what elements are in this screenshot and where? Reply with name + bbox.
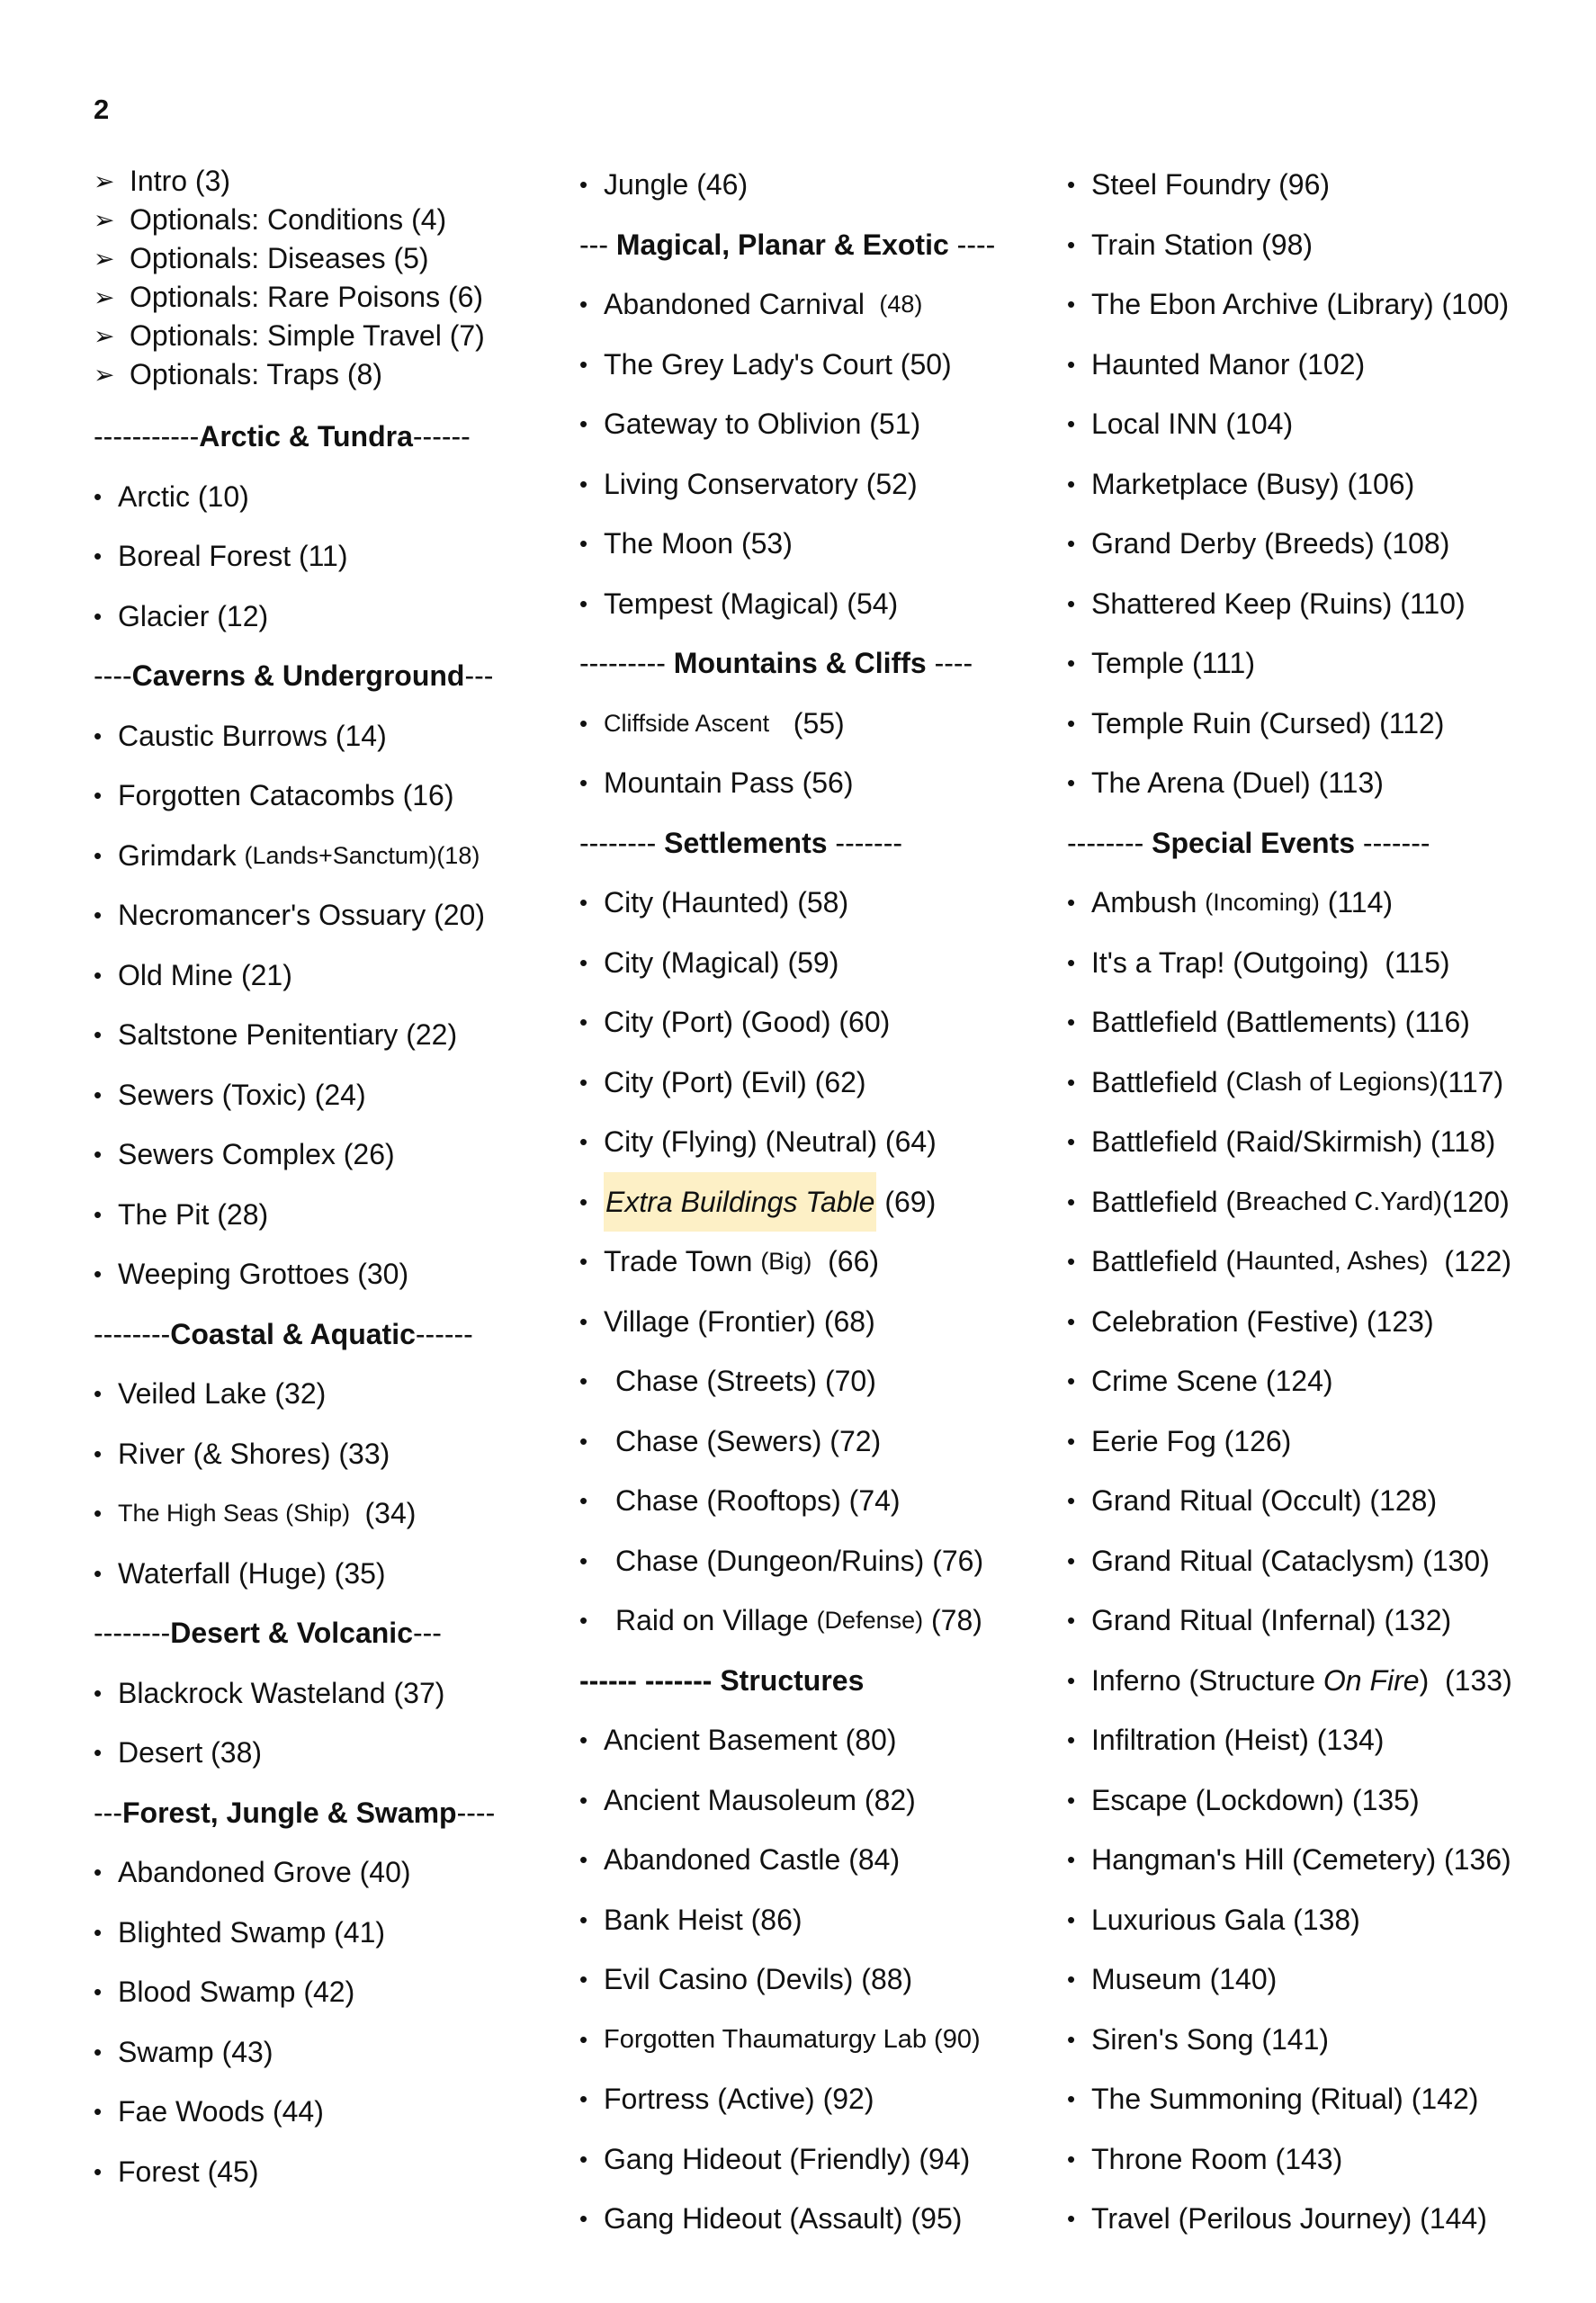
toc-entry[interactable]: • Bank Heist (86) [579, 1890, 1047, 1950]
toc-entry[interactable]: • Cliffside Ascent (55) [579, 694, 1047, 754]
bullet-icon: • [1067, 230, 1076, 258]
bullet-icon: • [579, 171, 588, 198]
bullet-icon: • [579, 291, 588, 318]
toc-entry[interactable]: • Celebration (Festive) (123) [1067, 1292, 1580, 1352]
bullet-icon: • [94, 1978, 103, 2005]
section-heading-mountains: --------- Mountains & Cliffs ---- [579, 647, 973, 679]
toc-entry[interactable]: • Village (Frontier) (68) [579, 1292, 1047, 1352]
toc-entry[interactable]: • It's a Trap! (Outgoing) (115) [1067, 933, 1580, 993]
arrow-bullet-icon: ➢ [94, 206, 115, 234]
toc-entry[interactable]: • Local INN (104) [1067, 394, 1580, 454]
toc-entry[interactable]: • River (& Shores) (33) [94, 1424, 543, 1484]
toc-entry[interactable]: • City (Haunted) (58) [579, 873, 1047, 933]
bullet-icon: • [579, 530, 588, 557]
toc-entry[interactable]: • Train Station (98) [1067, 215, 1580, 275]
bullet-icon: • [1067, 1846, 1076, 1873]
toc-entry[interactable]: • Throne Room (143) [1067, 2129, 1580, 2190]
toc-entry[interactable]: • Living Conservatory (52) [579, 454, 1047, 515]
bullet-icon: • [1067, 2205, 1076, 2232]
bullet-icon: • [579, 589, 588, 617]
toc-column-3 [1067, 162, 1580, 2249]
toc-entry[interactable]: • Ambush (Incoming) (114) [1067, 873, 1580, 933]
bullet-icon: • [1067, 1307, 1076, 1335]
bullet-icon: • [579, 1248, 588, 1275]
toc-entry[interactable]: • Shattered Keep (Ruins) (110) [1067, 574, 1580, 634]
toc-entry[interactable]: • Grimdark (Lands+Sanctum)(18) [94, 826, 543, 886]
toc-entry[interactable]: • Battlefield ( Breached C.Yard) (120) [1067, 1172, 1580, 1232]
bullet-icon: • [94, 1559, 103, 1587]
toc-entry[interactable]: ➢ Optionals: Conditions (4) [94, 201, 543, 239]
toc-entry[interactable]: • Battlefield (Battlements) (116) [1067, 992, 1580, 1053]
toc-entry[interactable]: • The Ebon Archive (Library) (100) [1067, 274, 1580, 335]
toc-entry[interactable]: • The Summoning (Ritual) (142) [1067, 2069, 1580, 2129]
bullet-icon: • [579, 1187, 588, 1215]
bullet-icon: • [1067, 2085, 1076, 2112]
bullet-icon: • [94, 961, 103, 989]
bullet-icon: • [579, 1068, 588, 1096]
toc-entry[interactable]: • The Moon (53) [579, 514, 1047, 574]
bullet-icon: • [579, 2145, 588, 2173]
bullet-icon: • [94, 1200, 103, 1228]
bullet-icon: • [1067, 171, 1076, 198]
toc-entry[interactable]: • Glacier (12) [94, 587, 543, 647]
toc-entry[interactable]: • Veiled Lake (32) [94, 1364, 543, 1424]
toc-entry[interactable]: ➢ Intro (3) [94, 162, 543, 201]
bullet-icon: • [579, 2205, 588, 2232]
bullet-icon: • [1067, 1966, 1076, 1993]
toc-entry[interactable]: • Blackrock Wasteland (37) [94, 1663, 543, 1724]
bullet-icon: • [1067, 1607, 1076, 1634]
bullet-icon: • [1067, 410, 1076, 437]
bullet-icon: • [94, 1141, 103, 1168]
bullet-icon: • [1067, 1786, 1076, 1814]
bullet-icon: • [1067, 1726, 1076, 1753]
bullet-icon: • [94, 542, 103, 569]
bullet-icon: • [1067, 589, 1076, 617]
bullet-icon: • [579, 709, 588, 737]
toc-entry[interactable]: • Abandoned Castle (84) [579, 1830, 1047, 1890]
toc-entry[interactable]: • Forgotten Catacombs (16) [94, 766, 543, 826]
toc-entry[interactable]: • Arctic (10) [94, 467, 543, 527]
bullet-icon: • [579, 410, 588, 437]
bullet-icon: • [579, 1487, 588, 1514]
toc-entry[interactable]: • City (Port) (Good) (60) [579, 992, 1047, 1053]
toc-entry[interactable]: • Grand Ritual (Occult) (128) [1067, 1471, 1580, 1531]
highlighted-link[interactable]: Extra Buildings Table [604, 1172, 876, 1232]
bullet-icon: • [579, 889, 588, 916]
bullet-icon: • [94, 1918, 103, 1946]
bullet-icon: • [94, 721, 103, 749]
toc-entry[interactable]: • The Pit (28) [94, 1185, 543, 1245]
arrow-bullet-icon: ➢ [94, 245, 115, 273]
intro-list [94, 162, 543, 394]
toc-entry[interactable]: • Grand Ritual (Infernal) (132) [1067, 1591, 1580, 1651]
bullet-icon: • [94, 841, 103, 869]
bullet-icon: • [94, 1679, 103, 1707]
toc-entry[interactable]: • Battlefield ( Haunted, Ashes) (122) [1067, 1232, 1580, 1292]
bullet-icon: • [1067, 2145, 1076, 2173]
toc-entry[interactable]: • Infiltration (Heist) (134) [1067, 1710, 1580, 1770]
bullet-icon: • [94, 1380, 103, 1407]
bullet-icon: • [579, 2085, 588, 2112]
toc-entry[interactable]: • Saltstone Penitentiary (22) [94, 1005, 543, 1065]
bullet-icon: • [579, 2025, 588, 2053]
toc-entry[interactable]: • Gang Hideout (Friendly) (94) [579, 2129, 1047, 2190]
bullet-icon: • [579, 1546, 588, 1574]
toc-entry-extra-buildings[interactable]: • Extra Buildings Table (69) [579, 1172, 1047, 1232]
toc-entry[interactable]: • Fortress (Active) (92) [579, 2069, 1047, 2129]
toc-entry[interactable]: • Gang Hideout (Assault) (95) [579, 2189, 1047, 2249]
toc-entry[interactable]: • Fae Woods (44) [94, 2082, 543, 2142]
toc-entry[interactable]: • Abandoned Carnival (48) [579, 274, 1047, 335]
bullet-icon: • [94, 2157, 103, 2185]
toc-entry[interactable]: • Sewers (Toxic) (24) [94, 1065, 543, 1125]
toc-entry[interactable]: • Tempest (Magical) (54) [579, 574, 1047, 634]
toc-entry[interactable]: • Abandoned Grove (40) [94, 1842, 543, 1903]
toc-entry[interactable]: • Forgotten Thaumaturgy Lab (90) [579, 2010, 1047, 2070]
bullet-icon: • [1067, 948, 1076, 976]
toc-entry[interactable]: • City (Flying) (Neutral) (64) [579, 1112, 1047, 1172]
toc-entry[interactable]: • Ancient Basement (80) [579, 1710, 1047, 1770]
bullet-icon: • [579, 769, 588, 796]
toc-entry[interactable]: • Boreal Forest (11) [94, 526, 543, 587]
arrow-bullet-icon: ➢ [94, 283, 115, 311]
bullet-icon: • [1067, 470, 1076, 497]
toc-entry[interactable]: • Museum (140) [1067, 1949, 1580, 2010]
bullet-icon: • [94, 901, 103, 928]
toc-entry[interactable]: • Chase (Streets) (70) [579, 1351, 1047, 1411]
section-heading-structures: ------ ------- Structures [579, 1663, 865, 1697]
toc-entry[interactable]: • Grand Derby (Breeds) (108) [1067, 514, 1580, 574]
toc-entry[interactable]: • Blighted Swamp (41) [94, 1903, 543, 1963]
bullet-icon: • [1067, 1666, 1076, 1694]
toc-entry[interactable]: • Siren's Song (141) [1067, 2010, 1580, 2070]
bullet-icon: • [1067, 530, 1076, 557]
toc-entry[interactable]: • Marketplace (Busy) (106) [1067, 454, 1580, 515]
toc-entry[interactable]: • Escape (Lockdown) (135) [1067, 1770, 1580, 1831]
bullet-icon: • [94, 1021, 103, 1048]
section-heading-arctic: ----------- Arctic & Tundra ------ [94, 420, 471, 453]
toc-entry[interactable]: • Weeping Grottoes (30) [94, 1244, 543, 1304]
toc-entry[interactable]: • Battlefield (Raid/Skirmish) (118) [1067, 1112, 1580, 1172]
toc-entry[interactable]: • City (Magical) (59) [579, 933, 1047, 993]
toc-entry[interactable]: • Mountain Pass (56) [579, 753, 1047, 813]
bullet-icon: • [1067, 1248, 1076, 1275]
bullet-icon: • [579, 1367, 588, 1394]
page-number: 2 [94, 94, 110, 125]
section-heading-special-events: -------- Special Events ------- [1067, 826, 1430, 859]
toc-entry[interactable]: • Blood Swamp (42) [94, 1962, 543, 2022]
section-heading-forest: --- Forest, Jungle & Swamp ---- [94, 1796, 496, 1829]
arrow-bullet-icon: ➢ [94, 322, 115, 350]
toc-entry[interactable]: ➢ Optionals: Traps (8) [94, 355, 543, 394]
section-heading-magical: --- Magical, Planar & Exotic ---- [579, 228, 996, 261]
toc-entry[interactable]: • Battlefield ( Clash of Legions) (117) [1067, 1053, 1580, 1113]
toc-column-1 [94, 162, 543, 2201]
bullet-icon: • [579, 1966, 588, 1993]
toc-entry[interactable]: • Waterfall (Huge) (35) [94, 1544, 543, 1604]
toc-entry[interactable]: • Temple Ruin (Cursed) (112) [1067, 694, 1580, 754]
bullet-icon: • [94, 1500, 103, 1527]
toc-entry[interactable]: • Chase (Sewers) (72) [579, 1411, 1047, 1472]
bullet-icon: • [579, 1307, 588, 1335]
bullet-icon: • [579, 1726, 588, 1753]
bullet-icon: • [1067, 1427, 1076, 1455]
bullet-icon: • [579, 948, 588, 976]
toc-entry[interactable]: ➢ Optionals: Simple Travel (7) [94, 317, 543, 355]
bullet-icon: • [579, 1427, 588, 1455]
toc-entry[interactable]: • The Grey Lady's Court (50) [579, 335, 1047, 395]
arrow-bullet-icon: ➢ [94, 167, 115, 195]
toc-entry[interactable]: • Hangman's Hill (Cemetery) (136) [1067, 1830, 1580, 1890]
bullet-icon: • [579, 1128, 588, 1155]
toc-entry[interactable]: • Luxurious Gala (138) [1067, 1890, 1580, 1950]
bullet-icon: • [1067, 1128, 1076, 1155]
bullet-icon: • [1067, 350, 1076, 378]
bullet-icon: • [1067, 709, 1076, 737]
toc-entry[interactable]: ➢ Optionals: Diseases (5) [94, 239, 543, 278]
toc-entry[interactable]: • Chase (Dungeon/Ruins) (76) [579, 1531, 1047, 1591]
toc-entry[interactable]: • Grand Ritual (Cataclysm) (130) [1067, 1531, 1580, 1591]
toc-entry[interactable]: • Crime Scene (124) [1067, 1351, 1580, 1411]
toc-entry[interactable]: • Jungle (46) [579, 155, 1047, 215]
bullet-icon: • [579, 470, 588, 497]
toc-entry[interactable]: • Inferno (Structure On Fire ) (133) [1067, 1651, 1580, 1711]
bullet-icon: • [94, 2038, 103, 2066]
toc-entry[interactable]: • Chase (Rooftops) (74) [579, 1471, 1047, 1531]
bullet-icon: • [1067, 769, 1076, 796]
bullet-icon: • [1067, 889, 1076, 916]
toc-entry[interactable]: • Caustic Burrows (14) [94, 706, 543, 766]
bullet-icon: • [94, 1260, 103, 1287]
toc-entry[interactable]: • Raid on Village (Defense) (78) [579, 1591, 1047, 1651]
toc-entry[interactable]: • Sewers Complex (26) [94, 1125, 543, 1185]
bullet-icon: • [94, 1859, 103, 1886]
bullet-icon: • [1067, 2025, 1076, 2053]
bullet-icon: • [579, 1905, 588, 1933]
bullet-icon: • [94, 1739, 103, 1766]
bullet-icon: • [1067, 291, 1076, 318]
section-heading-coastal: -------- Coastal & Aquatic ------ [94, 1317, 473, 1350]
toc-entry[interactable]: • Ancient Mausoleum (82) [579, 1770, 1047, 1831]
toc-entry[interactable]: • Trade Town (Big) (66) [579, 1232, 1047, 1292]
bullet-icon: • [94, 1439, 103, 1467]
section-heading-settlements: -------- Settlements ------- [579, 826, 903, 859]
toc-entry[interactable]: • Gateway to Oblivion (51) [579, 394, 1047, 454]
toc-entry[interactable]: • Necromancer's Ossuary (20) [94, 885, 543, 945]
toc-entry[interactable]: • Swamp (43) [94, 2022, 543, 2083]
bullet-icon: • [579, 1786, 588, 1814]
toc-entry[interactable]: • Evil Casino (Devils) (88) [579, 1949, 1047, 2010]
toc-entry[interactable]: • Forest (45) [94, 2142, 543, 2202]
bullet-icon: • [579, 350, 588, 378]
bullet-icon: • [1067, 650, 1076, 677]
bullet-icon: • [579, 1607, 588, 1634]
bullet-icon: • [1067, 1008, 1076, 1035]
bullet-icon: • [1067, 1487, 1076, 1514]
toc-entry[interactable]: • City (Port) (Evil) (62) [579, 1053, 1047, 1113]
bullet-icon: • [94, 602, 103, 630]
arrow-bullet-icon: ➢ [94, 361, 115, 389]
toc-entry[interactable]: • The High Seas (Ship) (34) [94, 1483, 543, 1544]
toc-entry[interactable]: • Temple (111) [1067, 633, 1580, 694]
toc-column-2 [579, 162, 1047, 2249]
section-heading-caverns: ---- Caverns & Underground --- [94, 659, 494, 692]
bullet-icon: • [1067, 1546, 1076, 1574]
toc-entry[interactable]: • Steel Foundry (96) [1067, 155, 1580, 215]
bullet-icon: • [1067, 1905, 1076, 1933]
bullet-icon: • [1067, 1367, 1076, 1394]
toc-entry[interactable]: • Eerie Fog (126) [1067, 1411, 1580, 1472]
toc-entry[interactable]: ➢ Optionals: Rare Poisons (6) [94, 278, 543, 317]
toc-entry[interactable]: • The Arena (Duel) (113) [1067, 753, 1580, 813]
bullet-icon: • [94, 2098, 103, 2125]
bullet-icon: • [579, 1008, 588, 1035]
bullet-icon: • [1067, 1068, 1076, 1096]
bullet-icon: • [94, 1080, 103, 1108]
bullet-icon: • [94, 782, 103, 809]
section-heading-desert: -------- Desert & Volcanic --- [94, 1617, 442, 1649]
toc-entry[interactable]: • Haunted Manor (102) [1067, 335, 1580, 395]
toc-entry[interactable]: • Old Mine (21) [94, 945, 543, 1006]
toc-entry[interactable]: • Desert (38) [94, 1723, 543, 1783]
bullet-icon: • [1067, 1187, 1076, 1215]
bullet-icon: • [579, 1846, 588, 1873]
toc-entry[interactable]: • Travel (Perilous Journey) (144) [1067, 2189, 1580, 2249]
bullet-icon: • [94, 482, 103, 510]
